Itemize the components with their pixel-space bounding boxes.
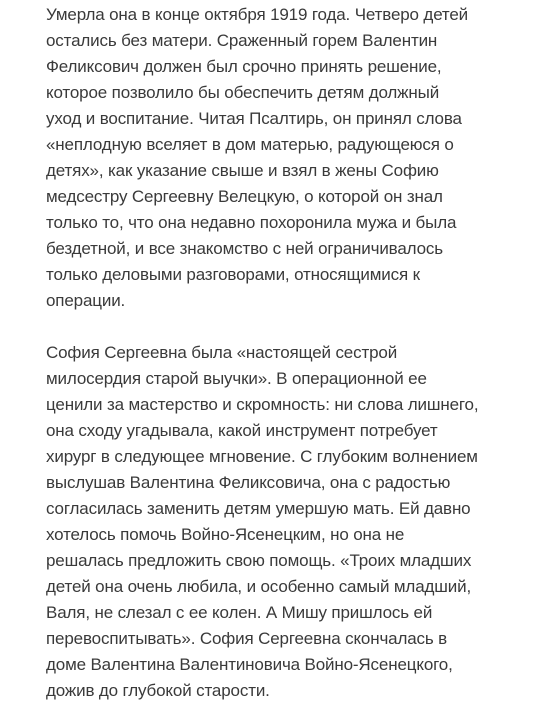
text-line: дожив до глубокой старости. xyxy=(46,681,270,700)
article-body xyxy=(46,2,506,704)
text-line: выслушав Валентина Феликсовича, она с радостью xyxy=(46,473,451,492)
text-line: София Сергеевна была «настоящей сестрой xyxy=(46,343,398,362)
text-line: хотелось помочь Войно-Ясенецким, но она не xyxy=(46,525,405,544)
text-line: согласилась заменить детям умершую мать. Ей давно xyxy=(46,499,471,518)
text-line: решалась предложить свою помощь. «Троих младших xyxy=(46,551,472,570)
text-line: только то, что она недавно похоронила мужа и была xyxy=(46,213,457,232)
text-line: «неплодную вселяет в дом матерью, радующеюся о xyxy=(46,135,454,154)
text-line: хирург в следующее мгновение. С глубоким волнением xyxy=(46,447,478,466)
text-line: операции. xyxy=(46,291,126,310)
text-line: Умерла она в конце октября 1919 года. Четверо детей xyxy=(46,5,469,24)
text-line: только деловыми разговорами, относящимися к xyxy=(46,265,420,284)
text-line: медсестру Сергеевну Велецкую, о которой он знал xyxy=(46,187,443,206)
text-line: остались без матери. Сраженный горем Валентин xyxy=(46,31,438,50)
text-line: детях», как указание свыше и взял в жены Софию xyxy=(46,161,439,180)
text-line: бездетной, и все знакомство с ней ограничивалось xyxy=(46,239,443,258)
paragraph-gap xyxy=(46,314,506,340)
text-line: ценили за мастерство и скромность: ни слова лишнего, xyxy=(46,395,479,414)
text-line: уход и воспитание. Читая Псалтирь, он принял слова xyxy=(46,109,462,128)
text-line: которое позволило бы обеспечить детям должный xyxy=(46,83,440,102)
text-line: милосердия старой выучки». В операционной ее xyxy=(46,369,427,388)
text-line: Валя, не слезал с ее колен. А Мишу пришлось ей xyxy=(46,603,433,622)
paragraph-2 xyxy=(46,340,506,704)
text-line: Феликсович должен был срочно принять решение, xyxy=(46,57,442,76)
paragraph-1 xyxy=(46,2,506,314)
text-line: доме Валентина Валентиновича Войно-Ясенецкого, xyxy=(46,655,453,674)
text-line: она сходу угадывала, какой инструмент потребует xyxy=(46,421,438,440)
text-line: перевоспитывать». София Сергеевна скончалась в xyxy=(46,629,448,648)
text-line: детей она очень любила, и особенно самый младший, xyxy=(46,577,472,596)
